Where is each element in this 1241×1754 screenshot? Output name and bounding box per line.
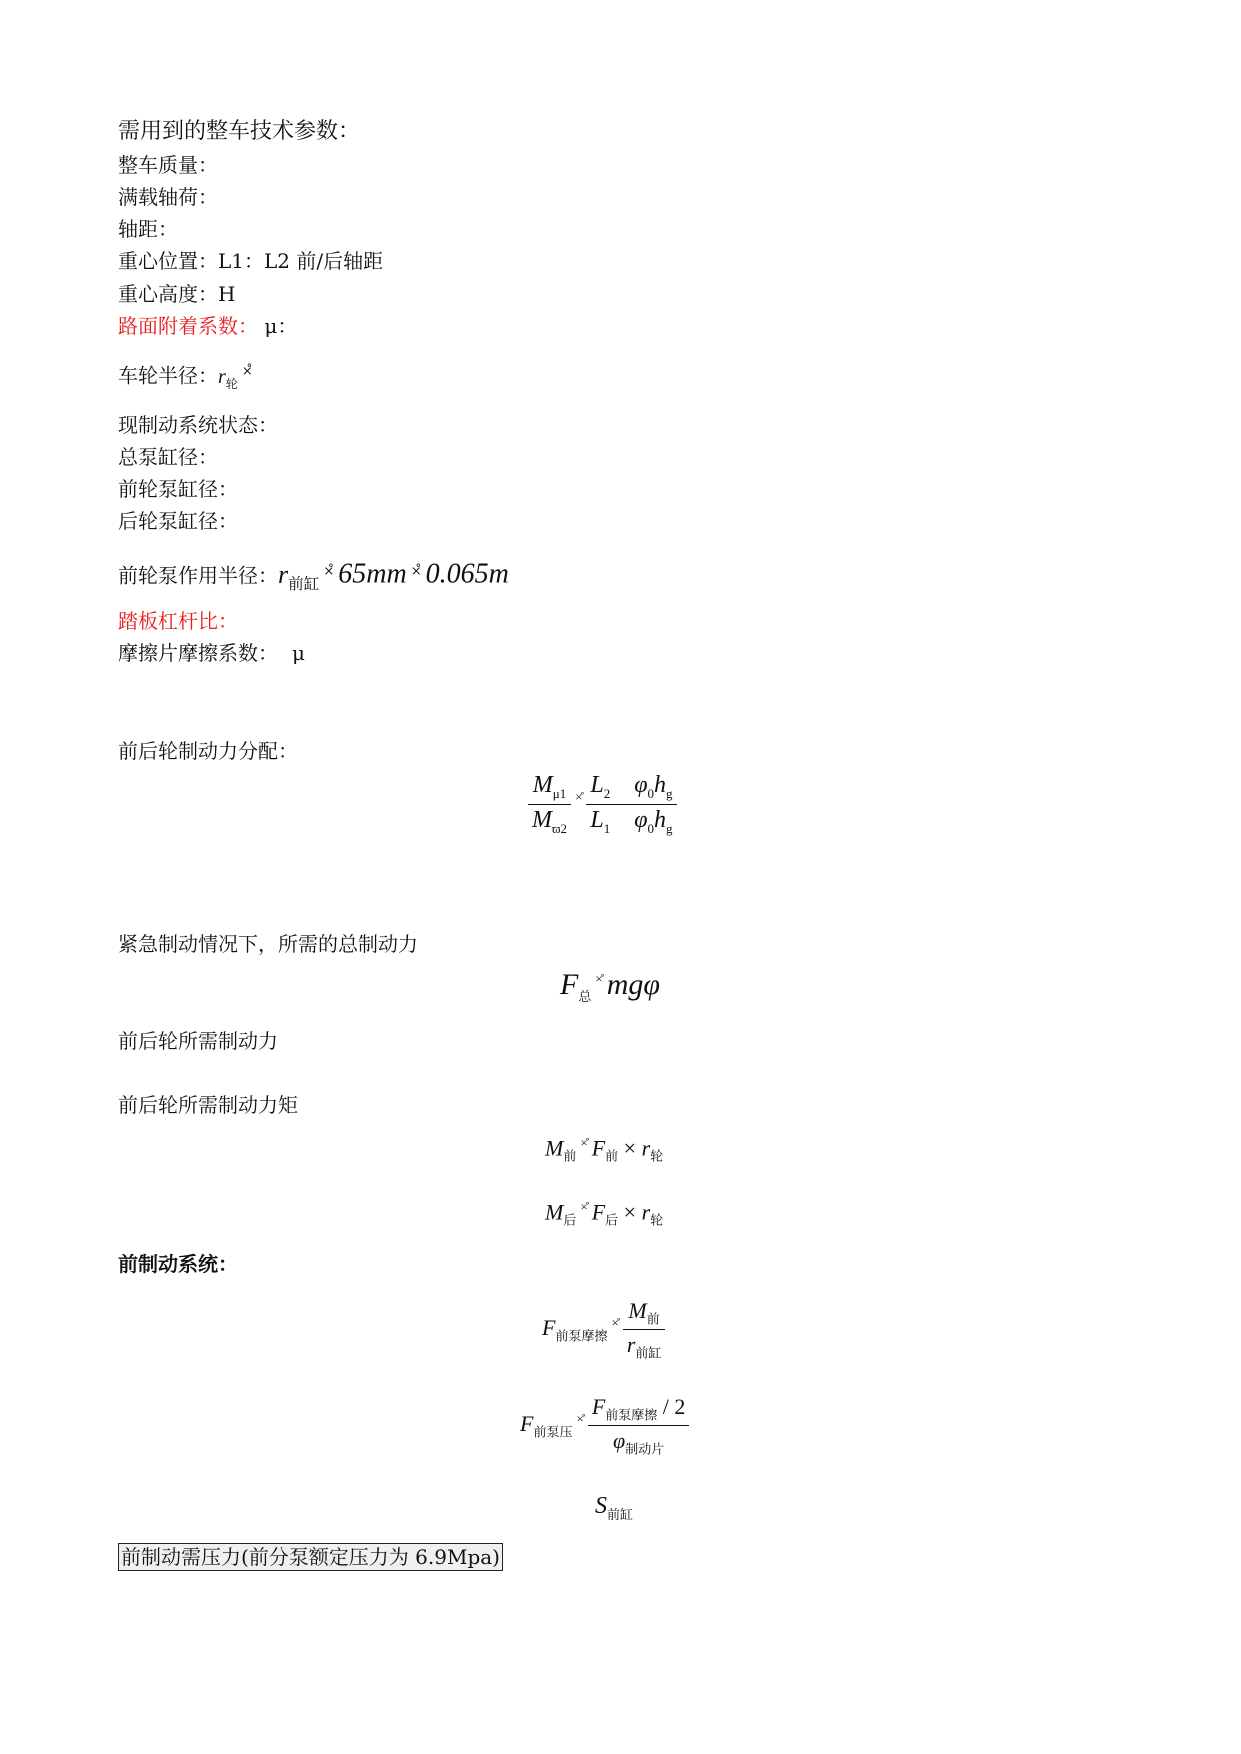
front-radius-value-mm: 65mm [338, 558, 407, 590]
cg-height-label: 重心高度：H [118, 282, 236, 306]
front-bore-label: 前轮泵缸径： [118, 477, 238, 501]
status-heading: 现制动系统状态： [118, 413, 278, 437]
front-pump-friction-equation: $F_{前泵摩擦}^{\times̊}$ $\frac{M_前}{r_{前缸}}$ [542, 1298, 665, 1362]
wheel-force-heading: 前后轮所需制动力 [118, 1029, 278, 1053]
axle-load-label: 满载轴荷： [118, 185, 218, 209]
wheel-radius-label: 车轮半径： [118, 363, 218, 388]
front-pump-pressure-equation: $F_{前泵压}^{\times̊}$ $\frac{F_{前泵摩擦} / 2}{\varphi_{制动片}}$ [520, 1394, 689, 1458]
wheel-radius-symbol: $r_轮$ [218, 365, 238, 391]
wheel-radius-row [118, 360, 257, 396]
master-bore-label: 总泵缸径： [118, 445, 218, 469]
equals-sign: ×̊ [410, 564, 422, 579]
road-adhesion-row [118, 314, 297, 338]
front-cylinder-area: $S_{前缸}$ [595, 1493, 634, 1522]
equals-sign: ×̊ [323, 564, 335, 579]
total-force-equation: $F_总^{\times̊}$ mgφ [560, 968, 660, 1004]
cg-position-label: 重心位置：L1：L2 前/后轴距 [118, 249, 384, 273]
front-torque-equation: $M_前^{\times̊}$ $F_前 \times r_轮$ [545, 1135, 664, 1164]
front-system-heading: 前制动系统： [118, 1254, 238, 1276]
front-radius-row [118, 560, 509, 597]
front-radius-label: 前轮泵作用半径： [118, 563, 278, 588]
road-adhesion-label: 路面附着系数： [118, 314, 258, 338]
front-radius-symbol: $r_{前缸}$ [278, 559, 320, 593]
equals-sign: ×̊ [241, 364, 253, 379]
pad-friction-row [118, 641, 305, 665]
rear-bore-label: 后轮泵缸径： [118, 509, 238, 533]
front-radius-value-m: 0.065m [425, 558, 509, 590]
pressure-note-row [118, 1545, 503, 1569]
wheelbase-label: 轴距： [118, 217, 178, 241]
road-adhesion-value: μ： [258, 314, 298, 338]
pad-friction-label: 摩擦片摩擦系数： [118, 641, 278, 665]
pad-friction-value: μ [292, 641, 305, 665]
pedal-ratio-label: 踏板杠杆比： [118, 609, 238, 633]
params-heading: 需用到的整车技术参数： [118, 119, 361, 144]
pressure-note: 前制动需压力(前分泵额定压力为 6.9Mpa) [118, 1543, 503, 1571]
distribution-equation: $\frac{M_{\mu 1}}{M_{ϖ2}}$ ×̊ $\frac{L_2 \varphi_0h_g}{L_1 \varphi_0h_g}$ [528, 772, 677, 837]
wheel-torque-heading: 前后轮所需制动力矩 [118, 1093, 298, 1117]
emergency-heading: 紧急制动情况下，所需的总制动力 [118, 932, 418, 956]
rear-torque-equation: $M_后^{\times̊}$ $F_后 \times r_轮$ [545, 1199, 664, 1228]
mass-label: 整车质量： [118, 153, 218, 177]
distribution-heading: 前后轮制动力分配： [118, 739, 298, 763]
